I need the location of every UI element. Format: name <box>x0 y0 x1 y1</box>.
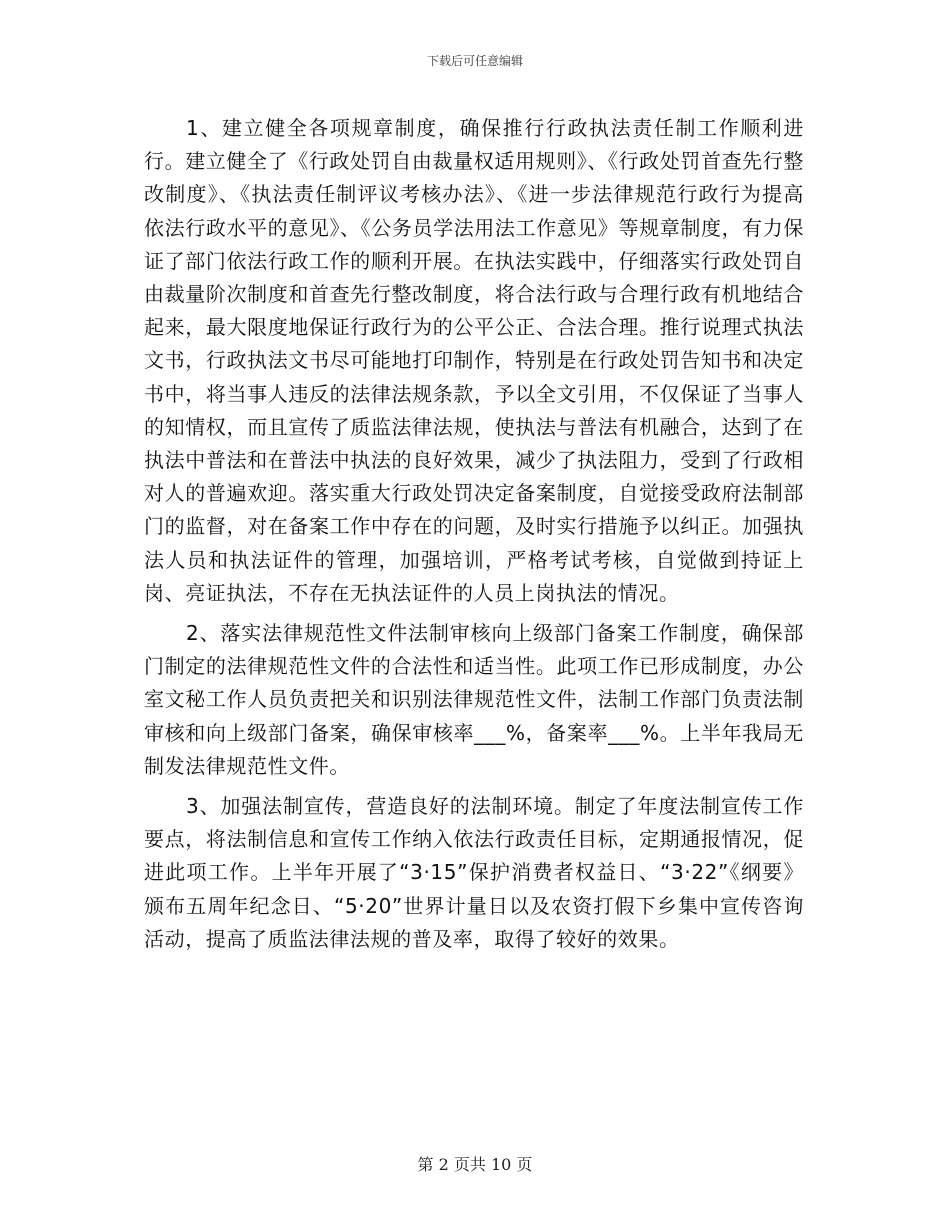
page-header: 下载后可任意编辑 <box>426 54 523 68</box>
paragraph-1: 1、建立健全各项规章制度，确保推行行政执法责任制工作顺利进行。建立健全了《行政处罚自由裁量权适用规则》、《行政处罚首查先行整改制度》、《执法责任制评议考核办法》、《进一步法律规范行政行为提高依法行政水平的意见》、《公务员学法用法工作意见》等规章制度，有力保证了部门依法行政工作的顺利开展。在执法实践中，仔细落实行政处罚自由裁量阶次制度和首查先行整改制度，将合法行政与合理行政有机地结合起来，最大限度地保证行政行为的公平公正、合法合理。推行说理式执法文书，行政执法文书尽可能地打印制作，特别是在行政处罚告知书和决定书中，将当事人违反的法律法规条款，予以全文引用，不仅保证了当事人的知情权，而且宣传了质监法律法规，使执法与普法有机融合，达到了在执法中普法和在普法中执法的良好效果，减少了执法阻力，受到了行政相对人的普遍欢迎。落实重大行政处罚决定备案制度，自觉接受政府法制部门的监督，对在备案工作中存在的问题，及时实行措施予以纠正。加强执法人员和执法证件的管理，加强培训，严格考试考核，自觉做到持证上岗、亮证执法，不存在无执法证件的人员上岗执法的情况。 <box>144 116 804 605</box>
page-footer: 第 2 页共 10 页 <box>417 1155 533 1174</box>
document-body <box>144 112 804 956</box>
paragraph-3: 3、加强法制宣传，营造良好的法制环境。制定了年度法制宣传工作要点，将法制信息和宣传工作纳入依法行政责任目标，定期通报情况，促进此项工作。上半年开展了“3·15”保护消费者权益日、“3·22”《纲要》颁布五周年纪念日、“5·20”世界计量日以及农资打假下乡集中宣传咨询活动，提高了质监法律法规的普及率，取得了较好的效果。 <box>144 794 804 951</box>
paragraph-2: 2、落实法律规范性文件法制审核向上级部门备案工作制度，确保部门制定的法律规范性文件的合法性和适当性。此项工作已形成制度，办公室文秘工作人员负责把关和识别法律规范性文件，法制工作部门负责法制审核和向上级部门备案，确保审核率___%，备案率___%。上半年我局无制发法律规范性文件。 <box>144 621 804 778</box>
